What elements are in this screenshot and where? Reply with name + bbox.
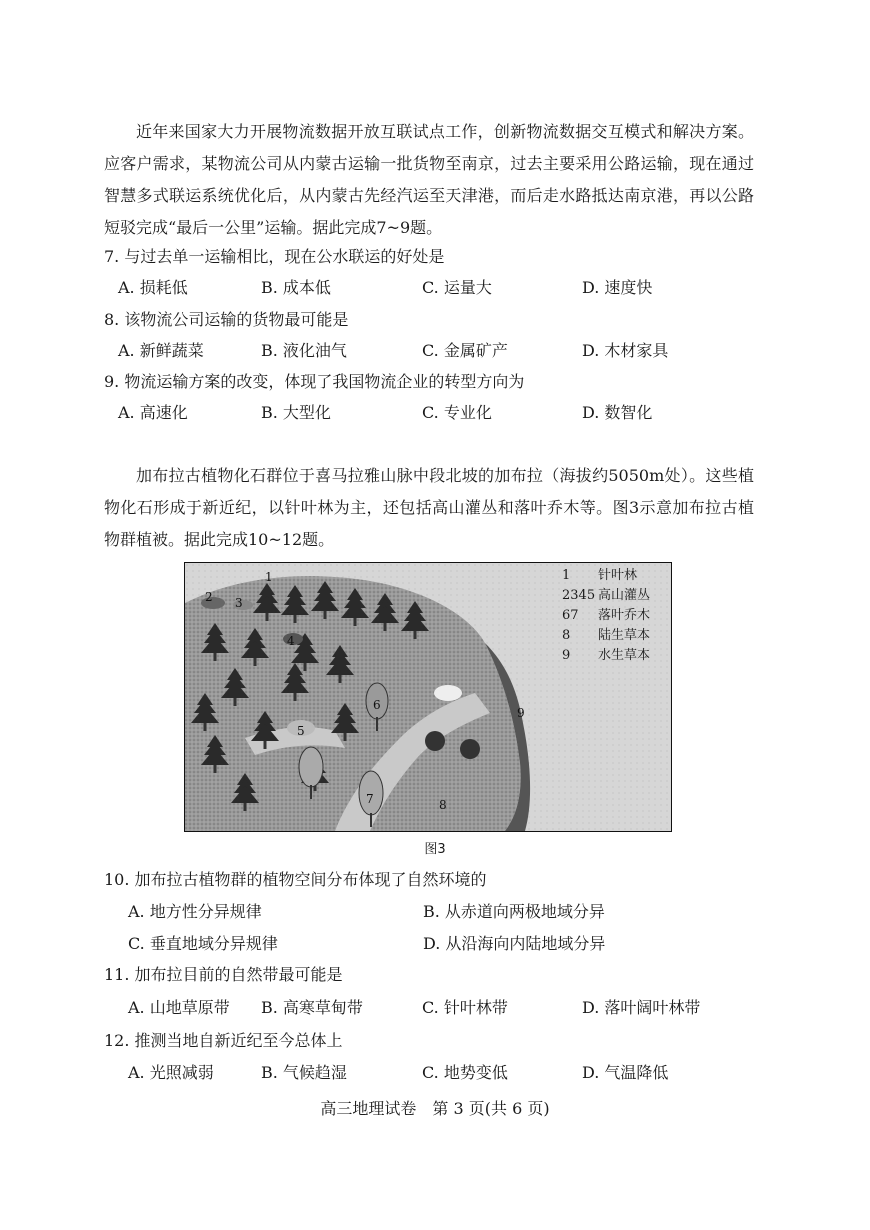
deciduous-tree	[299, 747, 323, 787]
option-a: A. 损耗低	[118, 278, 188, 297]
question-10: 10. 加布拉古植物群的植物空间分布体现了自然环境的	[104, 870, 487, 889]
passage-fossils: 加布拉古植物化石群位于喜马拉雅山脉中段北坡的加布拉（海拔约5050m处）。这些植物化石形成于新近纪，以针叶林为主，还包括高山灌丛和落叶乔木等。图3示意加布拉古植物群植被。据此完成10~12题。	[104, 466, 754, 549]
question-8-options	[118, 339, 758, 363]
option-a: A. 地方性分异规律	[128, 902, 262, 921]
tree-trunk	[370, 813, 372, 827]
question-10-options	[118, 900, 758, 924]
question-12-options	[118, 1061, 758, 1085]
question-8: 8. 该物流公司运输的货物最可能是	[104, 310, 349, 329]
legend-item	[562, 586, 650, 606]
option-a: A. 高速化	[118, 403, 188, 422]
label-2: 2	[205, 590, 213, 604]
question-12: 12. 推测当地自新近纪至今总体上	[104, 1031, 343, 1050]
figure-legend	[562, 566, 650, 666]
option-a: A. 新鲜蔬菜	[118, 341, 204, 360]
label-5: 5	[297, 724, 305, 738]
bush	[425, 731, 445, 751]
legend-key: 9	[562, 648, 571, 663]
legend-key: 2345	[562, 588, 596, 603]
question-10-options-row2	[118, 932, 758, 956]
option-d: D. 数智化	[582, 403, 653, 422]
label-8: 8	[439, 798, 447, 812]
legend-item	[562, 626, 650, 646]
question-9: 9. 物流运输方案的改变，体现了我国物流企业的转型方向为	[104, 372, 525, 391]
question-7-options	[118, 276, 758, 300]
option-c: C. 运量大	[422, 278, 492, 297]
option-d: D. 速度快	[582, 278, 653, 297]
option-d: D. 气温降低	[582, 1063, 669, 1082]
option-c: C. 针叶林带	[422, 998, 508, 1017]
label-6: 6	[373, 698, 381, 712]
legend-label: 陆生草本	[598, 628, 651, 643]
label-3: 3	[235, 596, 243, 610]
legend-item	[562, 606, 650, 626]
option-b: B. 液化油气	[261, 341, 347, 360]
option-c: C. 垂直地域分异规律	[128, 934, 278, 953]
figure-caption: 图3	[424, 842, 446, 857]
question-7: 7. 与过去单一运输相比，现在公水联运的好处是	[104, 247, 445, 266]
legend-label: 水生草本	[598, 648, 651, 663]
meadow-patch	[434, 685, 462, 701]
label-9: 9	[517, 706, 525, 720]
legend-label: 高山灌丛	[598, 588, 651, 603]
label-1: 1	[265, 570, 273, 584]
question-11-options	[118, 996, 758, 1020]
option-d: D. 从沿海向内陆地域分异	[423, 934, 606, 953]
option-b: B. 从赤道向两极地域分异	[423, 902, 605, 921]
option-b: B. 高寒草甸带	[261, 998, 363, 1017]
tree-trunk	[376, 717, 378, 731]
legend-key: 8	[562, 628, 571, 643]
option-d: D. 木材家具	[582, 341, 669, 360]
option-b: B. 大型化	[261, 403, 331, 422]
page-footer: 高三地理试卷 第 3 页(共 6 页)	[320, 1099, 550, 1118]
passage-logistics: 近年来国家大力开展物流数据开放互联试点工作，创新物流数据交互模式和解决方案。应客户需求，某物流公司从内蒙古运输一批货物至南京，过去主要采用公路运输，现在通过智慧多式联运系统优化后，从内蒙古先经汽运至天津港，而后走水路抵达南京港，再以公路短驳完成“最后一公里”运输。据此完成7~9题。	[104, 122, 754, 237]
question-11: 11. 加布拉目前的自然带最可能是	[104, 965, 343, 984]
bush	[460, 739, 480, 759]
option-c: C. 专业化	[422, 403, 492, 422]
option-c: C. 地势变低	[422, 1063, 508, 1082]
option-a: A. 山地草原带	[128, 998, 230, 1017]
option-b: B. 成本低	[261, 278, 331, 297]
option-b: B. 气候趋湿	[261, 1063, 347, 1082]
legend-item	[562, 646, 650, 666]
option-c: C. 金属矿产	[422, 341, 508, 360]
question-9-options	[118, 401, 758, 425]
legend-item	[562, 566, 650, 586]
tree-trunk	[310, 785, 312, 799]
option-a: A. 光照减弱	[128, 1063, 214, 1082]
legend-label: 针叶林	[598, 568, 638, 583]
legend-key: 67	[562, 608, 579, 623]
label-4: 4	[287, 634, 295, 648]
option-d: D. 落叶阔叶林带	[582, 998, 701, 1017]
label-7: 7	[366, 792, 374, 806]
legend-key: 1	[562, 568, 571, 583]
legend-label: 落叶乔木	[598, 608, 651, 623]
